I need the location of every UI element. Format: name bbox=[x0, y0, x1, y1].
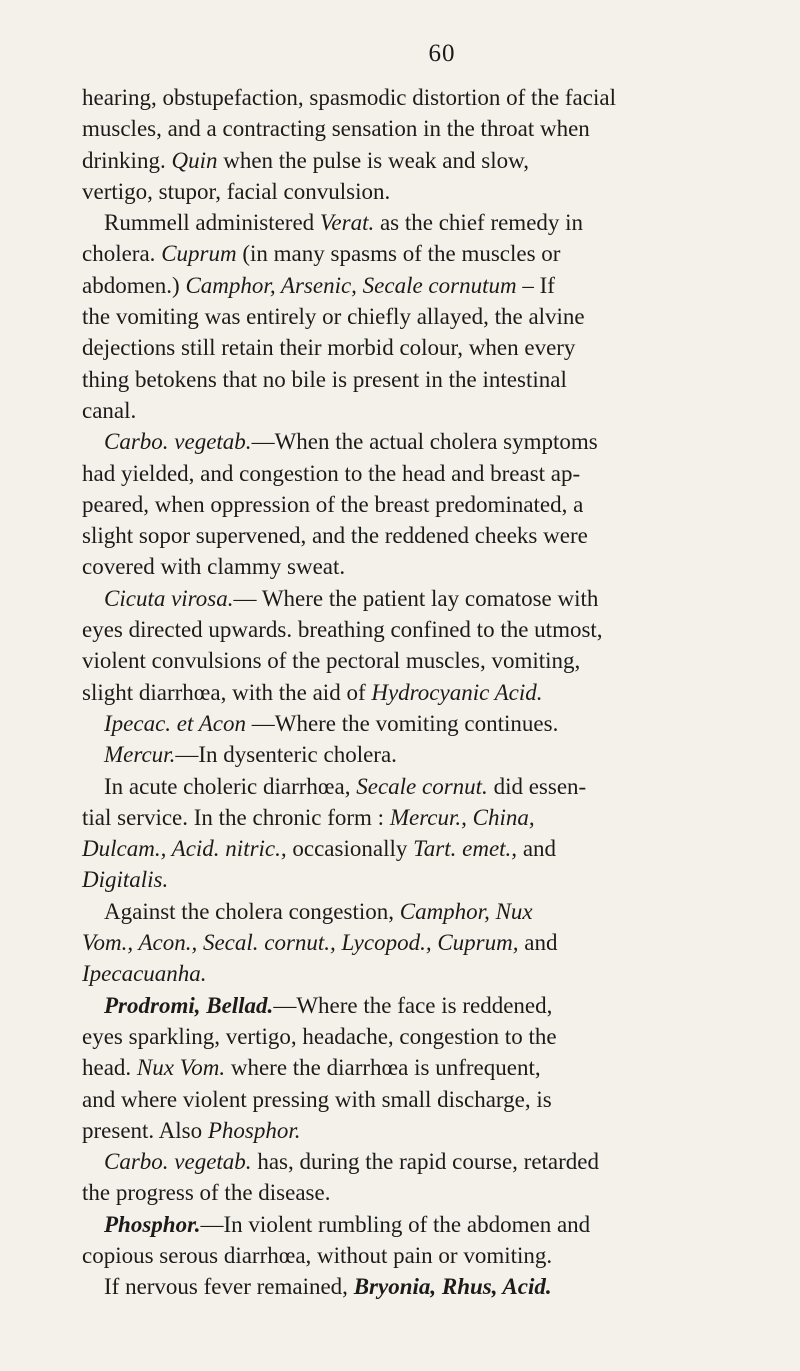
text-run: Carbo. vegetab. bbox=[104, 1149, 252, 1175]
text-run: and where violent pressing with small discharge, is bbox=[82, 1086, 552, 1112]
text-line bbox=[82, 802, 772, 833]
text-line bbox=[82, 332, 772, 363]
text-line bbox=[82, 896, 772, 927]
text-run: Mercur. bbox=[104, 742, 176, 768]
text-run: Nux Vom. bbox=[136, 1055, 226, 1081]
text-run: hearing, obstupefaction, spasmodic distortion of the facial bbox=[82, 85, 616, 110]
text-line bbox=[82, 583, 772, 614]
text-run: cholera. bbox=[82, 241, 162, 267]
text-run: Prodromi, Bellad. bbox=[104, 992, 274, 1018]
text-line bbox=[82, 364, 772, 395]
text-line bbox=[82, 458, 772, 489]
text-run: violent convulsions of the pectoral muscles, vomiting, bbox=[82, 648, 581, 674]
text-run: has, during the rapid course, retarded bbox=[251, 1149, 599, 1175]
text-line bbox=[82, 1115, 772, 1146]
text-run: In acute choleric diarrhœa, bbox=[104, 773, 357, 799]
text-run: — Where the patient lay comatose with bbox=[233, 585, 599, 611]
text-run: Verat. bbox=[319, 210, 375, 236]
text-run: Phosphor. bbox=[207, 1117, 301, 1143]
text-run: Digitalis. bbox=[82, 867, 169, 893]
text-run: where the diarrhœa is unfrequent, bbox=[225, 1055, 541, 1081]
text-run: head. bbox=[82, 1055, 137, 1081]
text-line bbox=[82, 958, 772, 989]
text-run: —Where the vomiting continues. bbox=[245, 710, 559, 736]
text-line bbox=[82, 489, 772, 520]
text-line bbox=[82, 645, 772, 676]
text-run: present. Also bbox=[82, 1117, 208, 1143]
text-run: —When the actual cholera symptoms bbox=[251, 429, 598, 455]
text-run: dejections still retain their morbid colour, when every bbox=[82, 335, 576, 361]
text-line bbox=[82, 520, 772, 551]
text-line bbox=[82, 739, 772, 770]
text-line bbox=[82, 145, 772, 176]
text-run: Hydrocyanic Acid. bbox=[371, 679, 543, 705]
text-run: Secale cornut. bbox=[356, 773, 488, 799]
text-run: peared, when oppression of the breast predominated, a bbox=[82, 491, 584, 517]
text-line bbox=[82, 833, 772, 864]
text-line bbox=[82, 1052, 772, 1083]
text-line bbox=[82, 990, 772, 1021]
text-run: did essen- bbox=[487, 773, 587, 799]
text-run: eyes sparkling, vertigo, headache, congestion to the bbox=[82, 1023, 557, 1049]
text-run: slight diarrhœa, with the aid of bbox=[82, 679, 372, 705]
text-run: when the pulse is weak and slow, bbox=[217, 147, 529, 173]
text-line bbox=[82, 1021, 772, 1052]
text-run: and bbox=[517, 836, 557, 862]
text-line bbox=[82, 270, 772, 301]
text-run: muscles, and a contracting sensation in the throat when bbox=[82, 116, 590, 142]
text-run: —In dysenteric cholera. bbox=[175, 742, 397, 768]
text-run: (in many spasms of the muscles or bbox=[236, 241, 561, 267]
text-run: Rummell administered bbox=[104, 210, 320, 236]
text-line bbox=[82, 1240, 772, 1271]
text-run: Tart. emet., bbox=[413, 836, 518, 862]
text-line bbox=[82, 677, 772, 708]
text-run: abdomen.) bbox=[82, 272, 186, 298]
text-run: Ipecacuanha. bbox=[82, 961, 207, 987]
text-run: occasionally bbox=[286, 836, 414, 862]
text-line bbox=[82, 1209, 772, 1240]
page-body bbox=[82, 82, 772, 1303]
text-run: Cuprum bbox=[161, 241, 237, 267]
text-run: Bryonia, Rhus, Acid. bbox=[353, 1274, 552, 1300]
text-run: as the chief remedy in bbox=[374, 210, 584, 236]
text-line bbox=[82, 207, 772, 238]
text-run: drinking. bbox=[82, 147, 172, 173]
text-line bbox=[82, 301, 772, 332]
text-run: and bbox=[518, 930, 558, 956]
text-line bbox=[82, 771, 772, 802]
text-line bbox=[82, 551, 772, 582]
text-line bbox=[82, 426, 772, 457]
text-run: Phosphor. bbox=[104, 1211, 201, 1237]
text-run: Vom., Acon., Secal. cornut., Lycopod., Cuprum, bbox=[82, 930, 519, 956]
text-run: Quin bbox=[171, 147, 218, 173]
text-line bbox=[82, 238, 772, 269]
text-run: —Where the face is reddened, bbox=[273, 992, 553, 1018]
book-page bbox=[82, 40, 772, 1303]
text-line bbox=[82, 1084, 772, 1115]
text-run: had yielded, and congestion to the head and breast ap- bbox=[82, 460, 581, 486]
text-run: Mercur., China, bbox=[389, 804, 535, 830]
text-run: If nervous fever remained, bbox=[104, 1274, 354, 1300]
text-run: —In violent rumbling of the abdomen and bbox=[200, 1211, 591, 1237]
text-run: Against the cholera congestion, bbox=[104, 898, 400, 924]
text-run: Dulcam., Acid. nitric., bbox=[82, 836, 287, 862]
text-line bbox=[82, 614, 772, 645]
text-run: Cicuta virosa. bbox=[104, 585, 234, 611]
text-run: thing betokens that no bile is present in the intestinal bbox=[82, 366, 567, 392]
text-line bbox=[82, 176, 772, 207]
text-line bbox=[82, 1177, 772, 1208]
text-line bbox=[82, 1271, 772, 1302]
text-line bbox=[82, 395, 772, 426]
text-run: the progress of the disease. bbox=[82, 1180, 331, 1206]
text-line bbox=[82, 113, 772, 144]
text-run: tial service. In the chronic form : bbox=[82, 804, 390, 830]
text-run: copious serous diarrhœa, without pain or vomiting. bbox=[82, 1242, 553, 1268]
text-run: Ipecac. et Acon bbox=[104, 710, 246, 736]
text-line bbox=[82, 708, 772, 739]
text-run: covered with clammy sweat. bbox=[82, 554, 346, 580]
text-line bbox=[82, 927, 772, 958]
text-run: Camphor, Nux bbox=[399, 898, 533, 924]
text-run: eyes directed upwards. breathing confined to the utmost, bbox=[82, 617, 603, 643]
text-run: Carbo. vegetab. bbox=[104, 429, 252, 455]
text-run: canal. bbox=[82, 397, 137, 423]
text-run: – If bbox=[516, 272, 555, 298]
text-run: vertigo, stupor, facial convulsion. bbox=[82, 178, 391, 204]
text-run: Camphor, Arsenic, Secale cornutum bbox=[185, 272, 517, 298]
text-run: slight sopor supervened, and the reddened cheeks were bbox=[82, 523, 588, 549]
page-number: 60 bbox=[428, 40, 456, 67]
text-line bbox=[82, 1146, 772, 1177]
text-line bbox=[82, 864, 772, 895]
text-run: the vomiting was entirely or chiefly allayed, the alvine bbox=[82, 304, 585, 330]
text-line bbox=[82, 82, 772, 113]
